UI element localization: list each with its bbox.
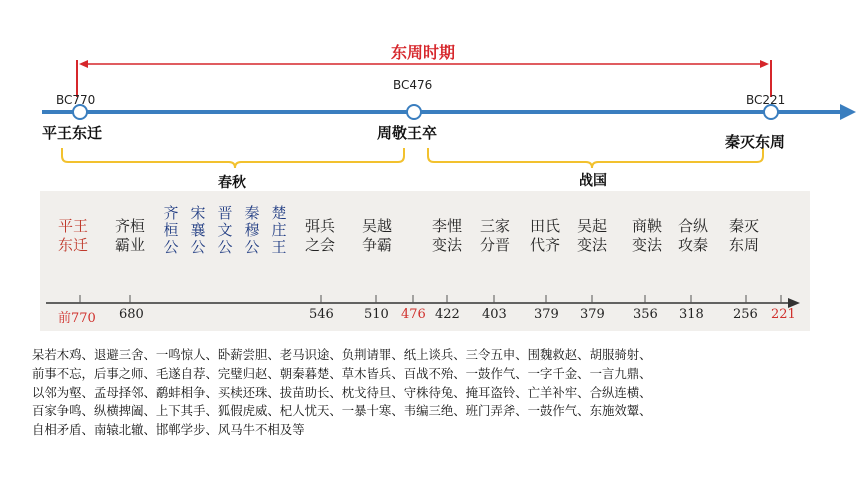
- timeline-graphic: [0, 0, 860, 200]
- panel-hegemon-qihuan: 齐桓公: [163, 204, 179, 256]
- timeline-node-221: [764, 105, 778, 119]
- panel-year-256: 256: [733, 307, 758, 322]
- panel-event-qihuan-baye: 齐桓霸业: [114, 217, 145, 254]
- marker-event-476: 周敬王卒: [377, 124, 438, 142]
- panel-event-pingwang: 平王东迁: [57, 217, 88, 254]
- timeline-node-476: [407, 105, 421, 119]
- idiom-line: 呆若木鸡、退避三舍、一鸣惊人、卧薪尝胆、老马识途、负荆请罪、纸上谈兵、三令五申、围魏救赵、胡服骑射、: [32, 347, 652, 362]
- panel-event-shangyang: 商鞅变法: [631, 217, 662, 254]
- panel-year-221: 221: [771, 307, 796, 322]
- period-title: 东周时期: [391, 43, 456, 62]
- panel-event-mibing: 弭兵之会: [304, 217, 335, 254]
- panel-year-356: 356: [633, 307, 658, 322]
- panel-year-770: 前770: [58, 311, 96, 326]
- event-panel: [40, 191, 810, 331]
- timeline-node-770: [73, 105, 87, 119]
- timeline-arrowhead: [840, 104, 856, 120]
- panel-year-510: 510: [364, 307, 389, 322]
- panel-hegemon-chuzhuang: 楚庄王: [271, 204, 287, 256]
- period-arrow-left: [79, 60, 88, 68]
- marker-code-770: BC770: [56, 93, 96, 107]
- panel-year-680: 680: [119, 307, 144, 322]
- panel-hegemon-songxiang: 宋襄公: [190, 204, 206, 256]
- idiom-line: 以邻为壑、孟母择邻、鹬蚌相争、买椟还珠、拔苗助长、枕戈待旦、守株待兔、掩耳盗铃、亡羊补牢、合纵连横、: [32, 384, 652, 400]
- panel-year-546: 546: [309, 307, 334, 322]
- panel-year-403: 403: [482, 307, 507, 322]
- period-arrow-right: [760, 60, 769, 68]
- marker-code-476: BC476: [393, 78, 433, 92]
- era-brace-zhanguo: [428, 148, 763, 168]
- panel-event-hezong: 合纵攻秦: [677, 217, 708, 254]
- panel-year-379b: 379: [580, 307, 605, 322]
- era-brace-chunqiu: [62, 148, 404, 168]
- panel-event-tianshi: 田氏代齐: [529, 217, 560, 254]
- marker-event-221: 秦灭东周: [725, 133, 786, 151]
- panel-year-476: 476: [401, 307, 426, 322]
- idiom-list: [32, 346, 842, 440]
- idiom-line: 前事不忘，后事之师、毛遂自荐、完璧归赵、朝秦暮楚、草木皆兵、百战不殆、一鼓作气、一字千金、一言九鼎、: [32, 365, 652, 381]
- era-label-chunqiu: 春秋: [218, 175, 246, 191]
- idiom-line: 自相矛盾、南辕北辙、邯郸学步、风马牛不相及等: [32, 422, 305, 438]
- era-label-zhanguo: 战国: [579, 173, 607, 189]
- panel-hegemon-jinwen: 晋文公: [217, 204, 233, 256]
- panel-event-wuyue: 吴越争霸: [361, 217, 392, 254]
- panel-event-likui: 李悝变法: [431, 217, 462, 254]
- panel-year-379a: 379: [534, 307, 559, 322]
- panel-event-qinmie: 秦灭东周: [728, 217, 759, 254]
- panel-hegemon-qinmu: 秦穆公: [244, 204, 260, 256]
- panel-event-sanjia: 三家分晋: [479, 217, 510, 254]
- marker-event-770: 平王东迁: [42, 124, 103, 142]
- marker-code-221: BC221: [746, 93, 786, 107]
- panel-event-wuqi: 吴起变法: [576, 217, 607, 254]
- idiom-line: 百家争鸣、纵横捭阖、上下其手、狐假虎威、杞人忧天、一暴十寒、韦编三绝、班门弄斧、一鼓作气、东施效颦、: [32, 403, 652, 419]
- panel-year-318: 318: [679, 307, 704, 322]
- panel-year-422: 422: [435, 307, 460, 322]
